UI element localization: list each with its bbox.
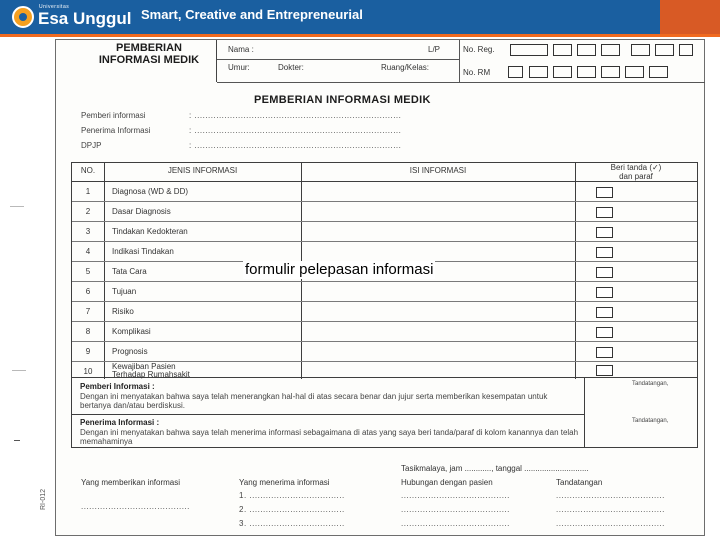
col-hubungan-label: Hubungan dengan pasien xyxy=(401,478,493,487)
noreg-digit-box xyxy=(631,44,650,56)
declaration-section xyxy=(71,378,698,448)
norm-digit-box xyxy=(601,66,620,78)
field-norm-label: No. RM xyxy=(463,68,491,77)
field-ruang-label: Ruang/Kelas: xyxy=(381,63,430,72)
ttd-line: ........................................ xyxy=(556,491,665,500)
ttd-line: ........................................ xyxy=(556,519,665,528)
scan-artifact xyxy=(12,370,26,371)
norm-digit-box xyxy=(649,66,668,78)
row-checkbox[interactable] xyxy=(596,247,613,258)
info-dots-pemberi: : ............................................................................ xyxy=(189,111,402,120)
scan-artifact xyxy=(14,440,20,441)
norm-digit-box xyxy=(577,66,596,78)
col-pemberi-label: Yang memberikan informasi xyxy=(81,478,181,487)
hubungan-line: ........................................ xyxy=(401,491,510,500)
table-row-divider xyxy=(72,221,697,222)
table-header-tanda: Beri tanda (✓) xyxy=(610,163,662,172)
form-header-title-box xyxy=(80,40,217,82)
penerima-list-item: 3. ................................... xyxy=(239,519,345,528)
row-jenis: Diagnosa (WD & DD) xyxy=(112,187,189,196)
header-orange-rule xyxy=(0,34,720,37)
penerima-statement: Dengan ini menyatakan bahwa saya telah menerima informasi sebagaimana di atas yang saya beri tanda/paraf di kolom kanannya dan telah memahaminya xyxy=(80,428,579,446)
header-accent-block xyxy=(660,0,720,36)
form-main-title: PEMBERIAN INFORMASI MEDIK xyxy=(254,94,431,106)
row-number: 4 xyxy=(85,247,91,256)
row-jenis: Tujuan xyxy=(112,287,137,296)
info-label-penerima: Penerima Informasi xyxy=(81,126,151,135)
row-jenis: Risiko xyxy=(112,307,134,316)
row-jenis: Kewajiban Pasien xyxy=(112,362,176,371)
pemberi-heading: Pemberi Informasi : xyxy=(80,382,155,391)
field-umur-label: Umur: xyxy=(228,63,250,72)
row-number: 10 xyxy=(83,367,93,376)
penerima-heading: Penerima Informasi : xyxy=(80,418,160,427)
header-divider xyxy=(459,40,460,82)
norm-digit-box xyxy=(508,66,523,78)
row-number: 6 xyxy=(85,287,91,296)
row-jenis-line2: Terhadap Rumahsakit xyxy=(112,370,190,379)
row-jenis: Komplikasi xyxy=(112,327,151,336)
tagline: Smart, Creative and Entrepreneurial xyxy=(141,7,363,22)
hubungan-line: ........................................ xyxy=(401,505,510,514)
col-ttd-label: Tandatangan xyxy=(556,478,603,487)
table-row-divider xyxy=(72,341,697,342)
row-number: 3 xyxy=(85,227,91,236)
row-checkbox[interactable] xyxy=(596,307,613,318)
form-header-title: PEMBERIAN INFORMASI MEDIK xyxy=(98,42,200,66)
row-jenis: Tata Cara xyxy=(112,267,147,276)
signature-label: Tandatangan, xyxy=(632,418,669,424)
row-number: 1 xyxy=(85,187,91,196)
ttd-line: ........................................ xyxy=(556,505,665,514)
pemberi-statement: Dengan ini menyatakan bahwa saya telah menerangkan hal-hal di atas secara benar dan jujur serta memberikan kesempatan untuk bertanya dan/atau berdiskusi. xyxy=(80,392,548,410)
row-checkbox[interactable] xyxy=(596,267,613,278)
table-column-divider xyxy=(104,163,105,379)
row-number: 7 xyxy=(85,307,91,316)
slide-caption: formulir pelepasan informasi xyxy=(245,261,434,278)
row-jenis: Indikasi Tindakan xyxy=(112,247,174,256)
university-logo xyxy=(12,4,132,32)
field-noreg-label: No. Reg. xyxy=(463,45,495,54)
row-checkbox[interactable] xyxy=(596,287,613,298)
place-date-line: Tasikmalaya, jam ............, tanggal ............................. xyxy=(401,464,589,473)
table-row-divider xyxy=(72,281,697,282)
header-bottom-line xyxy=(217,82,705,83)
penerima-list-item: 1. ................................... xyxy=(239,491,345,500)
row-jenis: Tindakan Kedokteran xyxy=(112,227,188,236)
norm-digit-box xyxy=(529,66,548,78)
row-jenis: Dasar Diagnosis xyxy=(112,207,171,216)
table-header-divider xyxy=(72,181,697,182)
row-number: 9 xyxy=(85,347,91,356)
noreg-digit-box xyxy=(679,44,693,56)
row-number: 8 xyxy=(85,327,91,336)
table-row-divider xyxy=(72,321,697,322)
noreg-digit-box xyxy=(510,44,548,56)
noreg-digit-box xyxy=(577,44,596,56)
header-divider xyxy=(217,59,459,60)
norm-digit-box xyxy=(553,66,572,78)
row-checkbox[interactable] xyxy=(596,347,613,358)
noreg-digit-box xyxy=(601,44,620,56)
info-label-pemberi: Pemberi informasi xyxy=(81,111,146,120)
info-dots-dpjp: : ............................................................................ xyxy=(189,141,402,150)
row-checkbox[interactable] xyxy=(596,187,613,198)
table-header-paraf: dan paraf xyxy=(619,172,653,181)
info-dots-penerima: : ............................................................................ xyxy=(189,126,402,135)
scan-artifact xyxy=(10,206,24,207)
row-number: 2 xyxy=(85,207,91,216)
norm-digit-box xyxy=(625,66,644,78)
penerima-list-item: 2. ................................... xyxy=(239,505,345,514)
row-checkbox[interactable] xyxy=(596,207,613,218)
row-jenis: Prognosis xyxy=(112,347,148,356)
row-checkbox[interactable] xyxy=(596,365,613,376)
info-label-dpjp: DPJP xyxy=(81,141,102,150)
field-dokter-label: Dokter: xyxy=(278,63,304,72)
logo-text: Esa Unggul xyxy=(38,9,132,28)
form-code: RI-012 xyxy=(40,488,47,510)
signature-label: Tandatangan, xyxy=(632,381,669,387)
row-checkbox[interactable] xyxy=(596,227,613,238)
table-header-isi: ISI INFORMASI xyxy=(409,166,467,175)
noreg-digit-box xyxy=(655,44,674,56)
logo-small-text: Universitas xyxy=(39,4,70,10)
table-row-divider xyxy=(72,201,697,202)
table-header-jenis: JENIS INFORMASI xyxy=(167,166,238,175)
declaration-divider xyxy=(584,378,585,448)
field-lp-label: L/P xyxy=(428,45,441,54)
field-nama-label: Nama : xyxy=(228,45,254,54)
col-penerima-label: Yang menerima informasi xyxy=(239,478,330,487)
declaration-divider xyxy=(72,414,584,415)
medical-information-form xyxy=(40,39,705,536)
pemberi-signature-line: ........................................ xyxy=(81,502,190,511)
row-checkbox[interactable] xyxy=(596,327,613,338)
table-row-divider xyxy=(72,241,697,242)
table-header-no: NO. xyxy=(80,166,96,175)
table-column-divider xyxy=(575,163,576,379)
hubungan-line: ........................................ xyxy=(401,519,510,528)
logo-emblem-icon xyxy=(12,6,34,28)
row-number: 5 xyxy=(85,267,91,276)
noreg-digit-box xyxy=(553,44,572,56)
table-row-divider xyxy=(72,301,697,302)
